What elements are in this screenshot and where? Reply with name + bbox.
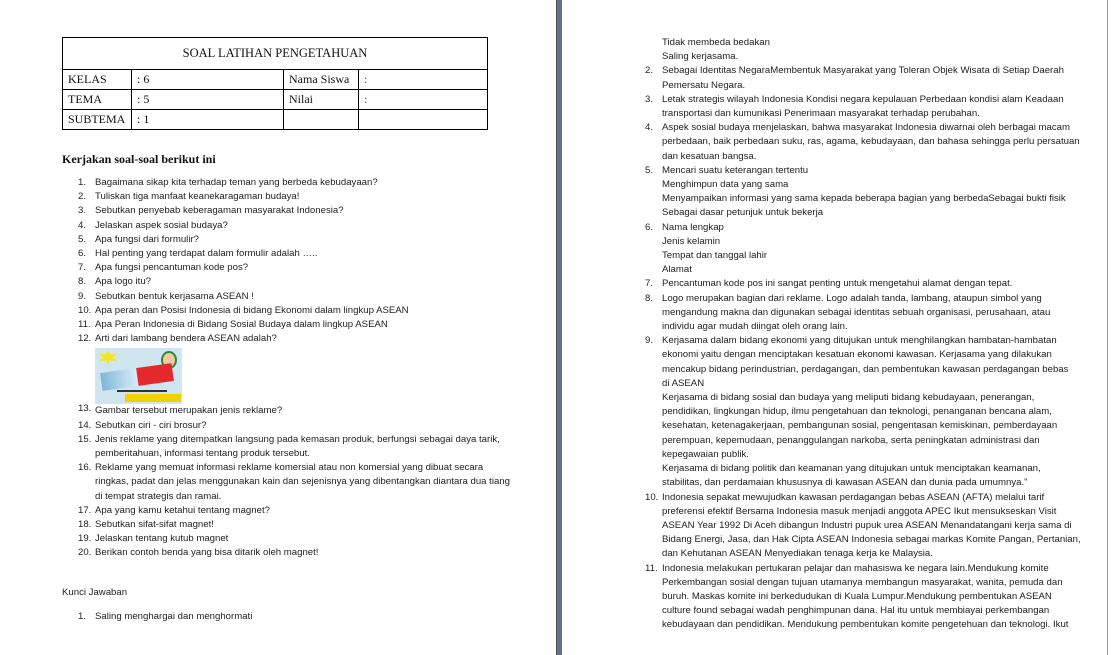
answer-item	[645, 221, 1081, 278]
answer-item	[645, 164, 1081, 221]
subtema-value: : 1	[132, 110, 284, 130]
caption-bar	[117, 390, 167, 392]
list-item-text	[95, 546, 318, 560]
text-line: Reklame yang memuat informasi reklame komersial atau non komersial yang dibuat secara	[95, 462, 484, 474]
list-item-text	[662, 221, 767, 278]
answer-list	[645, 36, 1081, 633]
question-item	[78, 275, 510, 289]
question-item	[78, 318, 510, 332]
text-line: Sebutkan penyebab keberagaman masyarakat Indonesia?	[95, 205, 344, 217]
list-number: 3.	[78, 205, 87, 217]
text-line: Sebutkan ciri - ciri brosur?	[95, 419, 207, 431]
list-item-text	[95, 304, 409, 318]
text-line: mengandung makna dan digunakan sebagai identitas sebuah organisasi, perusahaan, atau	[662, 306, 1051, 318]
list-item-text	[95, 518, 214, 532]
text-line: Jelaskan aspek sosial budaya?	[95, 219, 228, 231]
list-number: 15.	[78, 433, 92, 445]
list-item-text	[662, 334, 1068, 490]
list-number: 10.	[78, 304, 92, 316]
question-item	[78, 419, 510, 433]
text-line: buruh. Maskas komite ini berkedudukan di Kuala Lumpur.Mendukung pembentukan ASEAN	[662, 590, 1052, 602]
list-item-text	[95, 346, 282, 418]
text-line: Apa peran dan Posisi Indonesia di bidang Ekonomi dalam lingkup ASEAN	[95, 304, 409, 316]
list-number: 5.	[78, 233, 87, 245]
text-line: Arti dari lambang bendera ASEAN adalah?	[95, 333, 277, 345]
list-item-text	[662, 164, 1066, 221]
list-number: 17.	[78, 504, 92, 516]
question-item	[78, 504, 510, 518]
list-item-text	[95, 433, 500, 461]
answer-item	[645, 562, 1081, 633]
text-line: Apa fungsi pencantuman kode pos?	[95, 262, 249, 274]
text-line: preferensi efektif Bersama Indonesia masuk menjadi anggota APEC Ikut mensukseskan Visit	[662, 505, 1057, 517]
question-item	[78, 532, 510, 546]
text-line: perbedaan, baik perbedaan suku, ras, agama, kebudayaan, dan bahasa sehingga perlu persatuan	[662, 136, 1080, 148]
question-item	[78, 304, 510, 318]
text-line: Kerjasama dalam bidang ekonomi yang ditujukan untuk menghilangkan hambatan-hambatan	[662, 335, 1057, 347]
empty-cell	[284, 110, 359, 130]
text-line: perempuan, kepemudaan, penanggulangan narkoba, serta peningkatan administrasi dan	[662, 434, 1040, 446]
list-item-text	[95, 318, 388, 332]
text-line: pendidikan, lingkungan hidup, ilmu pengetahuan dan teknologi, penanganan bencana alam,	[662, 406, 1052, 418]
list-number: 14.	[78, 419, 92, 431]
text-line: Pemersatu Negara.	[662, 79, 746, 91]
list-number: 19.	[78, 533, 92, 545]
list-number: 5.	[645, 164, 654, 176]
text-line: di ASEAN	[662, 377, 705, 389]
text-line: culture found sebagai wadah penghimpunan dana. Hal itu untuk membiayai perkembangan	[662, 605, 1050, 617]
question-item	[78, 332, 510, 346]
answer-item	[645, 334, 1081, 490]
nama-siswa-label: Nama Siswa	[284, 70, 359, 90]
text-line: Alamat	[662, 264, 692, 276]
list-number: 20.	[78, 547, 92, 559]
list-number: 7.	[645, 278, 654, 290]
list-number: 6.	[78, 248, 87, 260]
list-item-text	[95, 419, 206, 433]
text-line: Kerjasama di bidang politik dan keamanan yang ditujukan untuk menciptakan keamanan,	[662, 463, 1041, 475]
list-number: 4.	[78, 219, 87, 231]
list-number: 18.	[78, 519, 92, 531]
text-line: Mencari suatu keterangan tertentu	[662, 164, 809, 176]
text-line: Bagaimana sikap kita terhadap teman yang berbeda kebudayaan?	[95, 177, 378, 188]
list-number: 10.	[645, 491, 659, 503]
text-line: Tidak membeda bedakan	[662, 37, 770, 48]
empty-cell	[359, 110, 488, 130]
question-item	[78, 190, 510, 204]
text-line: Logo merupakan bagian dari reklame. Logo adalah tanda, lambang, ataupun simbol yang	[662, 292, 1042, 304]
list-item-text	[662, 292, 1050, 335]
question-item	[78, 461, 510, 504]
list-item-text	[95, 233, 199, 247]
text-line: stabilitas, dan perdamaian khususnya di kawasan ASEAN dan dunia pada umumnya."	[662, 477, 1028, 489]
text-line: Berikan contoh benda yang bisa ditarik oleh magnet!	[95, 547, 319, 559]
answer-item	[645, 36, 1081, 64]
text-line: Indonesia sepakat mewujudkan kawasan perdagangan bebas ASEAN (AFTA) melalui tarif	[662, 491, 1045, 503]
answer-item	[645, 64, 1081, 92]
list-item-text	[662, 93, 1064, 121]
text-line: ekonomi yaitu dengan menciptakan kesatuan ekonomi kawasan. Kerjasama yang dilakukan	[662, 349, 1052, 361]
list-item-text	[662, 277, 1012, 291]
document-title: SOAL LATIHAN PENGETAHUAN	[63, 38, 488, 70]
nama-siswa-value[interactable]: :	[359, 70, 488, 90]
list-number: 7.	[78, 262, 87, 274]
answer-item	[645, 292, 1081, 335]
list-number: 2.	[78, 191, 87, 203]
text-line: Apa yang kamu ketahui tentang magnet?	[95, 504, 270, 516]
header-table	[62, 37, 488, 130]
list-item-text	[95, 532, 228, 546]
tema-value: : 5	[132, 90, 284, 110]
text-line: kesehatan, ketenagakerjaan, pembangunan sosial, pengentasan kemiskinan, pemberdayaan	[662, 420, 1058, 432]
text-line: dan kesatuan bangsa.	[662, 150, 757, 162]
text-line: Jenis reklame yang ditempatkan langsung pada kemasan produk, berfungsi sebagai daya tarik,	[95, 433, 500, 445]
list-item-text	[95, 176, 378, 190]
nilai-label: Nilai	[284, 90, 359, 110]
list-number: 6.	[645, 221, 654, 233]
list-number: 4.	[645, 122, 654, 134]
text-line: Apa fungsi dari formulir?	[95, 233, 199, 245]
text-line: kepegawaian publik.	[662, 448, 749, 460]
list-number: 1.	[78, 177, 87, 188]
question-item	[78, 233, 510, 247]
question-item	[78, 204, 510, 218]
toothpaste-advertisement-image	[95, 348, 182, 404]
text-line: Perkembangan sosial dengan tujuan utamanya membangun masyarakat, wanita, pemuda dan	[662, 576, 1063, 588]
list-item-text	[95, 332, 277, 346]
question-list	[78, 176, 510, 561]
question-item	[78, 176, 510, 190]
answer-item	[645, 121, 1081, 164]
text-line: Sebutkan sifat-sifat magnet!	[95, 519, 214, 531]
text-line: Tuliskan tiga manfaat keanekaragaman budaya!	[95, 191, 300, 203]
text-line: kebudayaan dan pendidikan. Mendukung pembentukan komite pengetehuan dan teknologi. Ikut	[662, 619, 1069, 631]
text-line: Sebagai dasar petunjuk untuk bekerja	[662, 207, 824, 219]
text-line: Apa Peran Indonesia di Bidang Sosial Budaya dalam lingkup ASEAN	[95, 319, 388, 331]
list-item-text	[95, 275, 151, 289]
list-number: 9.	[78, 290, 87, 302]
text-line: pemberitahuan, informasi tentang produk tersebut.	[95, 448, 310, 460]
list-item-text	[95, 290, 254, 304]
question-item	[78, 518, 510, 532]
text-line: di tempat strategis dan ramai.	[95, 490, 222, 502]
text-line: Nama lengkap	[662, 221, 724, 233]
list-number: 13.	[78, 403, 92, 415]
text-line: individu agar mudah diingat oleh orang lain.	[662, 321, 848, 333]
text-line: Menghimpun data yang sama	[662, 179, 789, 191]
kelas-label: KELAS	[63, 70, 132, 90]
answer-item	[645, 491, 1081, 562]
question-item	[78, 346, 510, 418]
text-line: ringkas, padat dan jelas menggunakan kain dan sejenisnya yang dibentangkan diantara dua tiang	[95, 476, 510, 488]
toothpaste-tube	[100, 364, 174, 392]
text-line: Jenis kelamin	[662, 235, 721, 247]
question-item	[78, 433, 510, 461]
question-item	[78, 219, 510, 233]
subtema-label: SUBTEMA	[63, 110, 132, 130]
list-item-text	[662, 36, 770, 64]
text-line: Indonesia melakukan pertukaran pelajar dan mahasiswa ke negara lain.Mendukung komite	[662, 562, 1049, 574]
list-item-text	[95, 261, 248, 275]
list-item-text	[95, 461, 510, 504]
text-line: Apa logo itu?	[95, 276, 152, 288]
text-line: ASEAN Year 1992 Di Aceh dibangun Industri pupuk urea ASEAN Menandatangani kerja sama di	[662, 519, 1072, 531]
text-line: mencakup bidang perindustrian, perdagangan, dan pembentukan kawasan perdagangan bebas	[662, 363, 1069, 375]
text-line: transportasi dan kumunikasi Penerimaan masyarakat terhadap perubahan.	[662, 108, 980, 120]
list-number: 16.	[78, 462, 92, 474]
answer-list-start	[78, 610, 252, 624]
question-item	[78, 290, 510, 304]
question-item	[78, 247, 510, 261]
list-number: 1.	[78, 611, 87, 622]
text-line: dan Kehutanan ASEAN Menyediakan tenaga kerja ke Malaysia.	[662, 548, 933, 560]
text-line: Hal penting yang terdapat dalam formulir adalah …..	[95, 248, 318, 260]
barcode-strip	[125, 394, 181, 402]
answer-key-heading: Kunci Jawaban	[62, 587, 128, 598]
list-number: 3.	[645, 93, 654, 105]
answer-item	[78, 610, 252, 624]
text-line: Pencantuman kode pos ini sangat penting untuk mengetahui alamat dengan tepat.	[662, 278, 1013, 290]
answer-item	[645, 277, 1081, 291]
text-line: Letak strategis wilayah Indonesia Kondisi negara kepulauan Perbedaan kondisi alam Keadaan	[662, 93, 1064, 105]
list-item-text	[95, 504, 270, 518]
question-item	[78, 261, 510, 275]
list-item-text	[95, 219, 228, 233]
tema-label: TEMA	[63, 90, 132, 110]
document-page-right	[562, 0, 1108, 655]
text-line: Saling menghargai dan menghormati	[95, 611, 253, 622]
instruction-heading: Kerjakan soal-soal berikut ini	[62, 152, 216, 166]
list-item-text	[662, 562, 1068, 633]
list-item-text	[95, 190, 299, 204]
list-item-text	[95, 247, 317, 261]
list-number: 8.	[78, 276, 87, 288]
list-item-text	[662, 121, 1080, 164]
list-item-text	[95, 204, 344, 218]
list-item-text	[662, 64, 1064, 92]
text-line: Gambar tersebut merupakan jenis reklame?	[95, 405, 283, 417]
list-number: 2.	[645, 65, 654, 77]
text-line: Aspek sosial budaya menjelaskan, bahwa masyarakat Indonesia diwarnai oleh berbagai macam	[662, 122, 1070, 134]
document-page-left	[0, 0, 556, 655]
nilai-value[interactable]: :	[359, 90, 488, 110]
answer-item	[645, 93, 1081, 121]
text-line: Tempat dan tanggal lahir	[662, 250, 768, 262]
list-number: 9.	[645, 335, 654, 347]
text-line: Jelaskan tentang kutub magnet	[95, 533, 229, 545]
text-line: Menyampaikan informasi yang sama kepada beberapa bagian yang berbedaSebagai bukti fisik	[662, 193, 1066, 205]
kelas-value: : 6	[132, 70, 284, 90]
list-number: 11.	[78, 319, 91, 331]
list-number: 8.	[645, 292, 654, 304]
text-line: Kerjasama di bidang sosial dan budaya yang meliputi bidang kebudayaan, penerangan,	[662, 392, 1035, 404]
text-line: Sebutkan bentuk kerjasama ASEAN !	[95, 290, 254, 302]
list-item-text	[95, 610, 252, 624]
question-item	[78, 546, 510, 560]
text-line: Bidang Energi, Jasa, dan Hak Cipta ASEAN Indonesia sebagai markas Komite Pangan, Pertanian,	[662, 534, 1081, 546]
starburst-shape	[98, 350, 118, 364]
list-number: 12.	[78, 333, 92, 345]
list-number	[645, 36, 662, 64]
list-item-text	[662, 491, 1081, 562]
text-line: Sebagai Identitas NegaraMembentuk Masyarakat yang Toleran Objek Wisata di Setiap Daerah	[662, 65, 1064, 77]
text-line: Saling kerjasama.	[662, 51, 739, 63]
list-number: 11.	[645, 562, 658, 574]
